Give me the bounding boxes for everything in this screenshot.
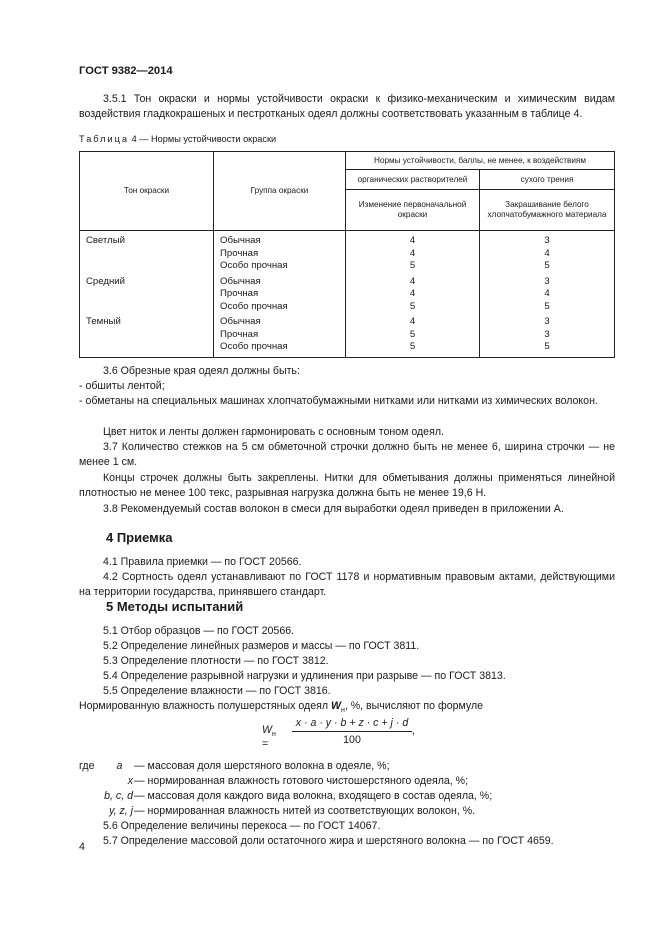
organic-cell: 4 bbox=[409, 247, 416, 259]
header-group: Группа окраски bbox=[214, 152, 346, 231]
header-organic-sub: Изменение первоначальной окраски bbox=[346, 190, 480, 231]
organic-cell: 5 bbox=[409, 260, 416, 271]
organic-cell: 4 bbox=[409, 275, 416, 287]
paragraph-3-6-note: Цвет ниток и ленты должен гармонировать с основным тоном одеял. bbox=[103, 426, 444, 438]
tone-cell: Средний bbox=[86, 275, 126, 287]
paragraph-5-7: 5.7 Определение массовой доли остаточного жира и шерстяного волокна — по ГОСТ 4659. bbox=[103, 835, 554, 847]
dry-cell: 4 bbox=[544, 288, 550, 299]
dry-cell: 3 bbox=[544, 235, 550, 246]
header-tone: Тон окраски bbox=[80, 152, 214, 231]
legend-where: где bbox=[79, 760, 95, 772]
caption-title: — Нормы устойчивости окраски bbox=[139, 134, 277, 144]
paragraph-5-1: 5.1 Отбор образцов — по ГОСТ 20566. bbox=[103, 625, 295, 637]
legend-text: — массовая доля каждого вида волокна, входящего в состав одеяла, %; bbox=[134, 790, 493, 802]
group-cell: Обычная bbox=[220, 235, 261, 246]
caption-number: 4 bbox=[131, 134, 137, 144]
group-cell: Особо прочная bbox=[220, 300, 288, 312]
formula-fraction-bar bbox=[292, 731, 412, 732]
formula-lhs-subscript: н bbox=[272, 731, 276, 739]
organic-cell: 4 bbox=[409, 235, 416, 246]
dry-cell: 3 bbox=[544, 316, 550, 327]
paragraph-5-3: 5.3 Определение плотности — по ГОСТ 3812. bbox=[103, 655, 329, 667]
formula-equals: = bbox=[262, 738, 269, 751]
header-organic: органических растворителей bbox=[346, 170, 480, 190]
legend-symbol: a bbox=[116, 760, 123, 772]
paragraph-3-7: 3.7 Количество стежков на 5 см обметочной строчки должно быть не менее 6, ширина строчки — не менее 1 см. bbox=[79, 441, 615, 469]
legend-symbol: y, z, j bbox=[109, 805, 133, 817]
group-cell: Обычная bbox=[220, 275, 261, 287]
tone-cell: Светлый bbox=[86, 235, 125, 246]
table-body-group bbox=[214, 231, 346, 358]
paragraph-3-6-item2: - обметаны на специальных машинах хлопчатобумажными нитками или нитками из химических волокон. bbox=[79, 395, 598, 407]
dry-cell: 5 bbox=[544, 260, 550, 271]
group-cell: Обычная bbox=[220, 316, 261, 327]
header-norms: Нормы устойчивости, баллы, не менее, к воздействиям bbox=[346, 152, 615, 170]
section-4-title: 4 Приемка bbox=[106, 530, 173, 545]
group-cell: Прочная bbox=[220, 288, 259, 299]
paragraph-5-6: 5.6 Определение величины перекоса — по ГОСТ 14067. bbox=[103, 820, 381, 832]
table-body-tone bbox=[80, 231, 214, 358]
formula-lhs bbox=[262, 724, 276, 750]
formula-comma: , bbox=[412, 725, 415, 737]
color-fastness-table bbox=[79, 151, 615, 358]
dry-cell: 3 bbox=[544, 275, 550, 287]
paragraph-4-2: 4.2 Сортность одеял устанавливают по ГОСТ 1178 и нормативным правовым актами, действующими на территории государства, принявшего стандарт. bbox=[79, 571, 615, 599]
dry-cell: 5 bbox=[544, 300, 550, 312]
organic-cell: 5 bbox=[409, 341, 416, 352]
tone-cell: Темный bbox=[86, 316, 121, 327]
formula-denominator: 100 bbox=[343, 734, 361, 746]
dry-cell: 4 bbox=[544, 247, 550, 259]
paragraph-3-6: 3.6 Обрезные края одеял должны быть: bbox=[103, 365, 300, 377]
paragraph-3-8: 3.8 Рекомендуемый состав волокон в смеси для выработки одеял приведен в приложении А. bbox=[103, 503, 564, 515]
formula-lhs-variable: W bbox=[262, 724, 272, 736]
document-header: ГОСТ 9382—2014 bbox=[79, 65, 173, 77]
paragraph-3-5-1: 3.5.1 Тон окраски и нормы устойчивости окраски к физико-механическим и химическим видам воздействия гладкокрашеных и пестротканых одеял должны соответствовать указанным в таблице 4. bbox=[79, 93, 615, 121]
table-body-dry bbox=[480, 231, 615, 358]
paragraph-4-1: 4.1 Правила приемки — по ГОСТ 20566. bbox=[103, 556, 302, 568]
dry-cell: 3 bbox=[544, 328, 550, 340]
legend-symbol: b, c, d bbox=[104, 790, 133, 802]
group-cell: Прочная bbox=[220, 247, 259, 259]
header-dry: сухого трения bbox=[480, 170, 615, 190]
paragraph-5-2: 5.2 Определение линейных размеров и массы — по ГОСТ 3811. bbox=[103, 640, 420, 652]
legend-text: — нормированная влажность готового чистошерстяного одеяла, %; bbox=[134, 775, 469, 787]
section-5-title: 5 Методы испытаний bbox=[106, 599, 244, 614]
formula-intro-text-end: , %, вычисляют по формуле bbox=[344, 700, 484, 712]
organic-cell: 5 bbox=[409, 300, 416, 312]
paragraph-3-7-2: Концы строчек должны быть закреплены. Нитки для обметывания должны применяться линейной плотностью не менее 100 текс, разрывная нагрузка должна быть не менее 19,6 Н. bbox=[79, 472, 615, 500]
legend-text: — массовая доля шерстяного волокна в одеяле, %; bbox=[134, 760, 390, 772]
caption-prefix: Таблица bbox=[79, 134, 130, 144]
paragraph-5-5: 5.5 Определение влажности — по ГОСТ 3816. bbox=[103, 685, 331, 697]
group-cell: Особо прочная bbox=[220, 260, 288, 271]
table-body-organic bbox=[346, 231, 480, 358]
table-caption bbox=[79, 134, 276, 144]
formula-intro-text: Нормированную влажность полушерстяных одеял bbox=[79, 700, 328, 712]
group-cell: Прочная bbox=[220, 328, 259, 340]
formula-intro-variable: W bbox=[330, 700, 341, 712]
formula-numerator: x · a · y · b + z · c + j · d bbox=[295, 717, 409, 729]
paragraph-3-6-item1: - обшиты лентой; bbox=[79, 380, 165, 392]
group-cell: Особо прочная bbox=[220, 341, 288, 352]
header-dry-sub: Закрашивание белого хлопчатобумажного материала bbox=[480, 190, 615, 231]
organic-cell: 5 bbox=[409, 328, 416, 340]
legend-symbol: x bbox=[127, 775, 133, 787]
legend-text: — нормированная влажность нитей из соответствующих волокон, %. bbox=[134, 805, 476, 817]
organic-cell: 4 bbox=[409, 288, 416, 299]
page-number: 4 bbox=[79, 841, 85, 853]
organic-cell: 4 bbox=[409, 316, 416, 327]
paragraph-5-4: 5.4 Определение разрывной нагрузки и удлинения при разрыве — по ГОСТ 3813. bbox=[103, 670, 506, 682]
dry-cell: 5 bbox=[544, 341, 550, 352]
formula-intro-subscript: н bbox=[340, 707, 345, 715]
formula-intro bbox=[79, 700, 483, 714]
